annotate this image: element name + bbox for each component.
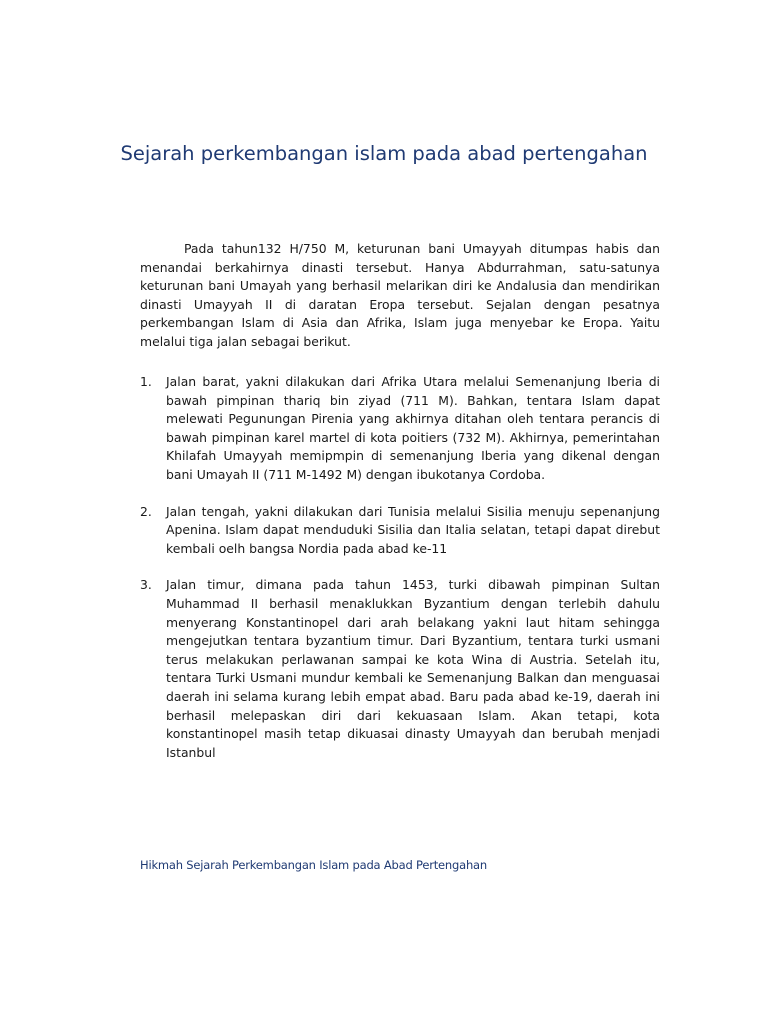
list-item <box>140 503 660 559</box>
intro-paragraph: Pada tahun132 H/750 M, keturunan bani Umayyah ditumpas habis dan menandai berkahirnya dinasti tersebut. Hanya Abdurrahman, satu-satunya keturunan bani Umayah yang berhasil melarikan diri ke Andalusia dan mendirikan dinasti Umayyah II di daratan Eropa tersebut. Sejalan dengan pesatnya perkembangan Islam di Asia dan Afrika, Islam juga menyebar ke Eropa. Yaitu melalui tiga jalan sebagai berikut. <box>140 241 660 349</box>
list-item <box>140 576 660 762</box>
document-title: Sejarah perkembangan islam pada abad pertengahan <box>120 142 648 165</box>
list-item-number: 1. <box>140 374 152 389</box>
list-item-number: 2. <box>140 503 152 519</box>
list-item-text: Jalan barat, yakni dilakukan dari Afrika Utara melalui Semenanjung Iberia di bawah pimpinan thariq bin ziyad (711 M). Bahkan, tentara Islam dapat melewati Pegunungan Pirenia yang akhirnya ditahan oleh tentara perancis di bawah pimpinan karel martel di kota poitiers (732 M). Akhirnya, pemerintahan Khilafah Umayyah memipmpin di semenanjung Iberia yang dikenal dengan bani Umayah II (711 M-1492 M) dengan ibukotanya Cordoba. <box>166 374 660 482</box>
list-item-text: Jalan timur, dimana pada tahun 1453, turki dibawah pimpinan Sultan Muhammad II berhasil menaklukkan Byzantium dengan terlebih dahulu menyerang Konstantinopel dari arah belakang yakni laut hitam sehingga mengejutkan tentara byzantium timur. Dari Byzantium, tentara turki usmani terus melakukan perlawanan sampai ke kota Wina di Austria. Setelah itu, tentara Turki Usmani mundur kembali ke Semenanjung Balkan dan menguasai daerah ini selama kurang lebih empat abad. Baru pada abad ke-19, daerah ini berhasil melepaskan diri dari kekuasaan Islam. Akan tetapi, kota konstantinopel masih tetap dikuasai dinasty Umayyah dan berubah menjadi Istanbul <box>166 577 660 760</box>
list-item-number: 3. <box>140 577 152 593</box>
route-list <box>140 373 660 762</box>
list-item-text: Jalan tengah, yakni dilakukan dari Tunisia melalui Sisilia menuju sepenanjung Apenina. Islam dapat menduduki Sisilia dan Italia selatan, tetapi dapat direbut kembali oelh bangsa Nordia pada abad ke-11 <box>166 503 660 556</box>
section-heading: Hikmah Sejarah Perkembangan Islam pada Abad Pertengahan <box>140 858 487 872</box>
list-item <box>140 373 660 485</box>
